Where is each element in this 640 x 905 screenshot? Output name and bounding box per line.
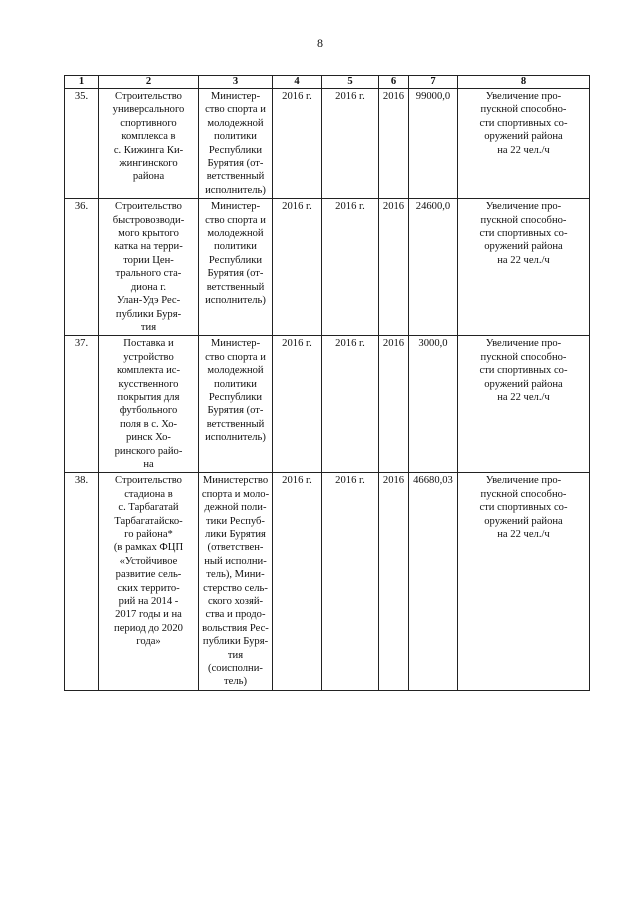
start-date: 2016 г.	[273, 336, 322, 473]
year: 2016	[379, 473, 409, 691]
end-date: 2016 г.	[322, 89, 379, 199]
year: 2016	[379, 199, 409, 336]
table-row	[65, 89, 590, 199]
column-header: 6	[379, 76, 409, 89]
row-number: 37.	[65, 336, 99, 473]
executor: Министер- ство спорта и молодежной политики Республики Бурятия (от- ветственный исполнитель)	[199, 89, 273, 199]
table-row	[65, 336, 590, 473]
end-date: 2016 г.	[322, 199, 379, 336]
executor: Министерство спорта и моло- дежной поли- тики Респуб- лики Бурятия (ответствен- ный исполни- тель), Мини- стерство сель- ского хозяй- ства и продо- вольствия Рес- публики Буря- тия (соисполни- тель)	[199, 473, 273, 691]
end-date: 2016 г.	[322, 336, 379, 473]
end-date: 2016 г.	[322, 473, 379, 691]
executor: Министер- ство спорта и молодежной политики Республики Бурятия (от- ветственный исполнитель)	[199, 199, 273, 336]
row-number: 35.	[65, 89, 99, 199]
year: 2016	[379, 336, 409, 473]
executor: Министер- ство спорта и молодежной политики Республики Бурятия (от- ветственный исполнитель)	[199, 336, 273, 473]
year: 2016	[379, 89, 409, 199]
row-number: 36.	[65, 199, 99, 336]
table-row	[65, 473, 590, 691]
column-header: 4	[273, 76, 322, 89]
amount: 99000,0	[409, 89, 458, 199]
column-header: 2	[99, 76, 199, 89]
amount: 3000,0	[409, 336, 458, 473]
column-header: 1	[65, 76, 99, 89]
page-number: 8	[317, 36, 323, 50]
start-date: 2016 г.	[273, 473, 322, 691]
column-header: 7	[409, 76, 458, 89]
column-header: 5	[322, 76, 379, 89]
expected-result: Увеличение про- пускной способно- сти спортивных со- оружений района на 22 чел./ч	[458, 473, 590, 691]
programme-table	[64, 75, 590, 691]
table-header-row	[65, 76, 590, 89]
start-date: 2016 г.	[273, 199, 322, 336]
column-header: 8	[458, 76, 590, 89]
expected-result: Увеличение про- пускной способно- сти спортивных со- оружений района на 22 чел./ч	[458, 89, 590, 199]
table-row	[65, 199, 590, 336]
object-name: Строительство быстровозводи- мого крытого катка на терри- тории Цен- трального ста- диона г. Улан-Удэ Рес- публики Буря- тия	[99, 199, 199, 336]
object-name: Строительство универсального спортивного комплекса в с. Кижинга Ки- жингинского района	[99, 89, 199, 199]
column-header: 3	[199, 76, 273, 89]
amount: 46680,03	[409, 473, 458, 691]
expected-result: Увеличение про- пускной способно- сти спортивных со- оружений района на 22 чел./ч	[458, 199, 590, 336]
start-date: 2016 г.	[273, 89, 322, 199]
object-name: Поставка и устройство комплекта ис- кусственного покрытия для футбольного поля в с. Хо- ринск Хо- ринского райо- на	[99, 336, 199, 473]
object-name: Строительство стадиона в с. Тарбагатай Тарбагатайско- го района* (в рамках ФЦП «Устойчивое развитие сель- ских террито- рий на 2014 - 2017 годы и на период до 2020 года»	[99, 473, 199, 691]
amount: 24600,0	[409, 199, 458, 336]
row-number: 38.	[65, 473, 99, 691]
expected-result: Увеличение про- пускной способно- сти спортивных со- оружений района на 22 чел./ч	[458, 336, 590, 473]
